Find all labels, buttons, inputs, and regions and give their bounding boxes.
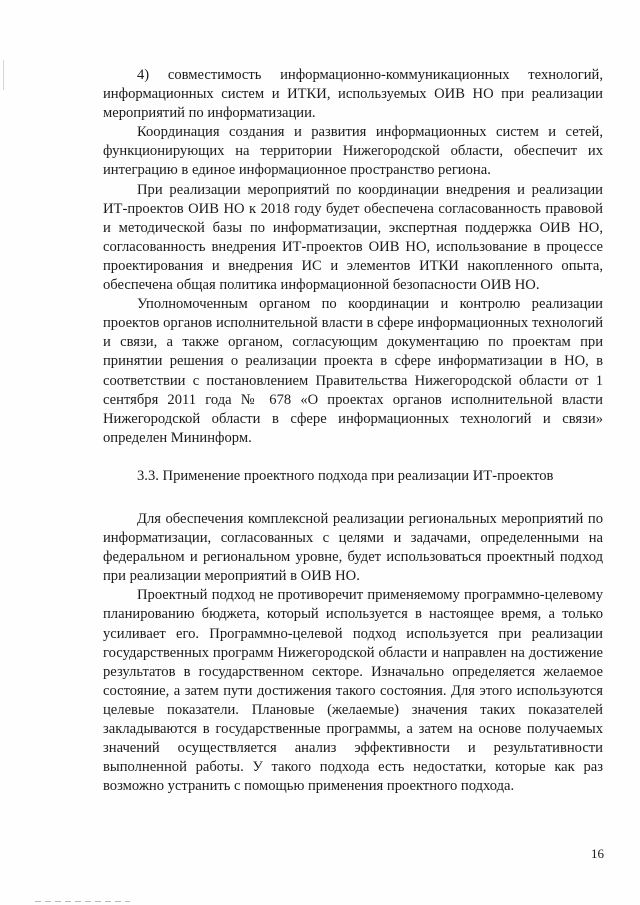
paragraph-project-approach: Проектный подход не противоречит применяемому программно-целевому планированию бюджета, который используется в настоящее время, а только усиливает его. Программно-целевой подход используется при реализации государственных программ Нижегородской области и направлен на достижение результатов в государственном секторе. Изначально определяется желаемое состояние, а затем пути достижения такого состояния. Для этого используются целевые показатели. Плановые (желаемые) значения таких показателей закладываются в государственные программы, а затем на основе получаемых значений осуществляется анализ эффективности и результативности выполненной работы. У такого подхода есть недостатки, которые как раз возможно устранить с помощью применения проектного подхода. xyxy=(103,587,603,795)
paragraph-coordination: Координация создания и развития информационных систем и сетей, функционирующих на территории Нижегородской области, обеспечит их интеграцию в единое информационное пространство региона. xyxy=(103,124,603,179)
body-text-bottom xyxy=(103,510,603,796)
paragraph-comprehensive-implementation: Для обеспечения комплексной реализации региональных мероприятий по информатизации, согласованных с целями и задачами, определенными на федеральном и региональном уровне, будет использоваться проектный подход при реализации мероприятий в ОИВ НО. xyxy=(103,511,603,585)
page-number: 16 xyxy=(591,846,604,861)
body-text-top xyxy=(103,66,603,448)
scan-edge-mark xyxy=(3,60,4,90)
paragraph-authorized-body: Уполномоченным органом по координации и контролю реализации проектов органов исполнительной власти в сфере информационных технологий и связи, а также органом, согласующим документацию по проектам при принятии решения о реализации проекта в сфере информатизации в НО, в соответствии с постановлением Правительства Нижегородской области от 1 сентября 2011 года № 678 «О проектах органов исполнительной власти Нижегородской области в сфере информационных технологий и связи» определен Мининформ. xyxy=(103,296,603,446)
paragraph-compatibility: 4) совместимость информационно-коммуникационных технологий, информационных систем и ИТКИ, используемых ОИВ НО при реализации мероприятий по информатизации. xyxy=(103,67,603,122)
paragraph-it-projects: При реализации мероприятий по координации внедрения и реализации ИТ-проектов ОИВ НО к 2018 году будет обеспечена согласованность правовой и методической базы по информатизации, экспертная поддержка ОИВ НО, согласованность внедрения ИТ-проектов ОИВ НО, использование в процессе проектирования и внедрения ИС и элементов ИТКИ накопленного опыта, обеспечена общая политика информационной безопасности ОИВ НО. xyxy=(103,181,603,294)
section-heading: 3.3. Применение проектного подхода при реализации ИТ-проектов xyxy=(137,468,554,484)
scan-footer-mark xyxy=(35,901,130,902)
